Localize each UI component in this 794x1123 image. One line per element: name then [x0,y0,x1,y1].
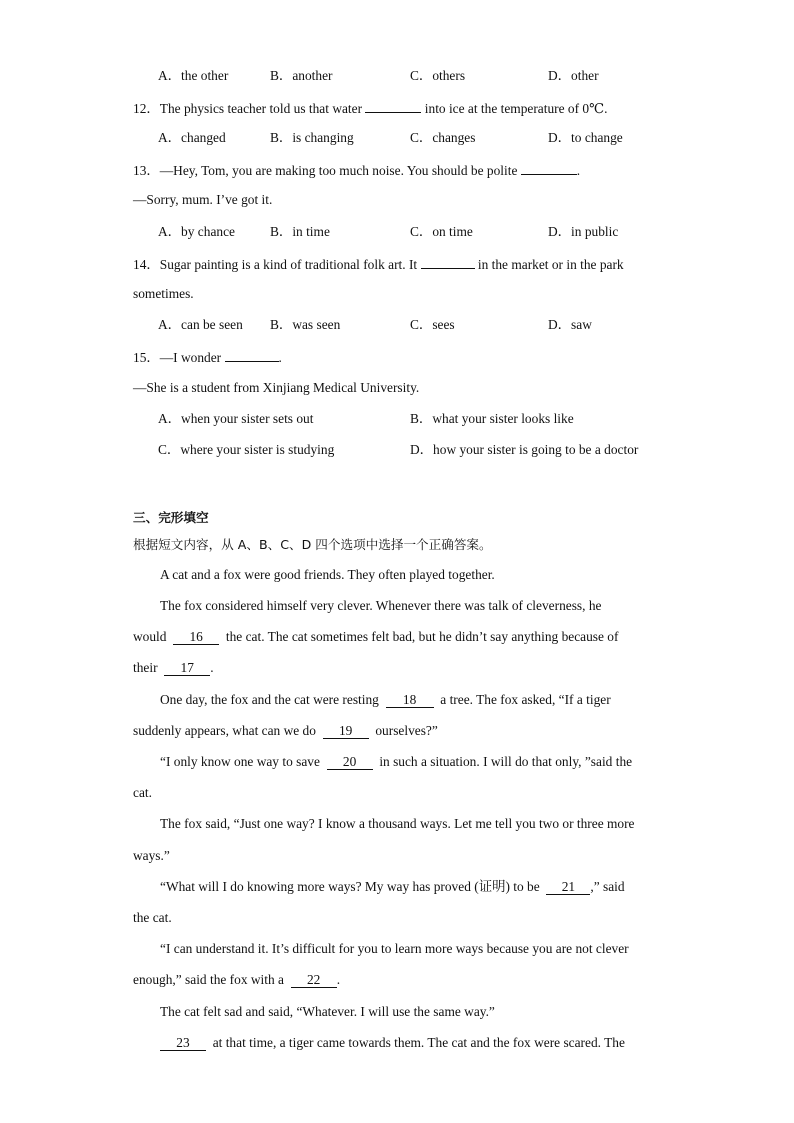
q15-option-d[interactable]: D．how your sister is going to be a doctor [410,442,639,457]
passage-paragraph-2-line-3: their 17 . [133,660,214,675]
q15-option-b[interactable]: B．what your sister looks like [410,411,574,426]
passage-paragraph-5-line-2: ways.” [133,848,170,863]
passage-paragraph-3-line-1: One day, the fox and the cat were resting 18 a tree. The fox asked, “If a tiger [160,692,611,707]
q14-stem: 14．Sugar painting is a kind of traditional folk art. It in the market or in the park [133,257,624,272]
q13-stem: 13．—Hey, Tom, you are making too much noise. You should be polite . [133,163,581,178]
blank-17[interactable]: 17 [164,660,210,676]
q12-option-c[interactable]: C．changes [410,130,476,145]
q14-stem-cont: sometimes. [133,286,194,301]
blank-18[interactable]: 18 [386,692,434,708]
passage-paragraph-4-line-1: “I only know one way to save 20 in such a situation. I will do that only, ”said the [160,754,633,769]
q15-option-a[interactable]: A．when your sister sets out [158,411,314,426]
blank-16[interactable]: 16 [173,629,219,645]
q14-option-b[interactable]: B．was seen [270,317,341,332]
passage-paragraph-6-line-2: the cat. [133,910,172,925]
q12-stem: 12．The physics teacher told us that water into ice at the temperature of 0℃. [133,101,608,116]
blank-20[interactable]: 20 [327,754,373,770]
blank-19[interactable]: 19 [323,723,369,739]
q15-reply: —She is a student from Xinjiang Medical University. [133,380,420,395]
section-instruction: 根据短文内容，从 A、B、C、D 四个选项中选择一个正确答案。 [133,537,492,552]
q11-option-b[interactable]: B．another [270,68,333,83]
q12-option-d[interactable]: D．to change [548,130,623,145]
q13-reply: —Sorry, mum. I’ve got it. [133,192,273,207]
q14-option-a[interactable]: A．can be seen [158,317,243,332]
q12-option-b[interactable]: B．is changing [270,130,354,145]
q14-blank[interactable] [421,255,475,269]
q15-stem: 15．—I wonder . [133,350,282,365]
q13-option-a[interactable]: A．by chance [158,224,235,239]
passage-paragraph-7-line-2: enough,” said the fox with a 22 . [133,972,341,987]
passage-paragraph-4-line-2: cat. [133,785,152,800]
passage-paragraph-2-line-2: would 16 the cat. The cat sometimes felt bad, but he didn’t say anything because of [133,629,619,644]
passage-paragraph-2-line-1: The fox considered himself very clever. Whenever there was talk of cleverness, he [160,598,602,613]
passage-paragraph-1: A cat and a fox were good friends. They often played together. [160,567,495,582]
q15-blank[interactable] [225,348,279,362]
q11-option-c[interactable]: C．others [410,68,466,83]
blank-22[interactable]: 22 [291,972,337,988]
q13-blank[interactable] [521,161,577,175]
q11-option-a[interactable]: A．the other [158,68,229,83]
q13-option-c[interactable]: C．on time [410,224,473,239]
q12-blank[interactable] [365,99,421,113]
passage-paragraph-7-line-1: “I can understand it. It’s difficult for you to learn more ways because you are not clever [160,941,629,956]
q15-option-c[interactable]: C．where your sister is studying [158,442,335,457]
passage-paragraph-9-line-1: 23 at that time, a tiger came towards them. The cat and the fox were scared. The [160,1035,625,1051]
passage-paragraph-3-line-2: suddenly appears, what can we do 19 ourselves?” [133,723,438,738]
q12-option-a[interactable]: A．changed [158,130,226,145]
passage-paragraph-6-line-1: “What will I do knowing more ways? My way has proved (证明) to be 21 ,” said [160,879,625,894]
q14-option-d[interactable]: D．saw [548,317,592,332]
section-title: 三、完形填空 [133,510,209,525]
q11-option-d[interactable]: D．other [548,68,599,83]
q14-option-c[interactable]: C．sees [410,317,455,332]
q13-option-b[interactable]: B．in time [270,224,330,239]
passage-paragraph-8: The cat felt sad and said, “Whatever. I will use the same way.” [160,1004,495,1019]
passage-paragraph-5-line-1: The fox said, “Just one way? I know a thousand ways. Let me tell you two or three more [160,816,635,831]
blank-21[interactable]: 21 [546,879,590,895]
blank-23[interactable]: 23 [160,1035,206,1051]
q13-option-d[interactable]: D．in public [548,224,619,239]
